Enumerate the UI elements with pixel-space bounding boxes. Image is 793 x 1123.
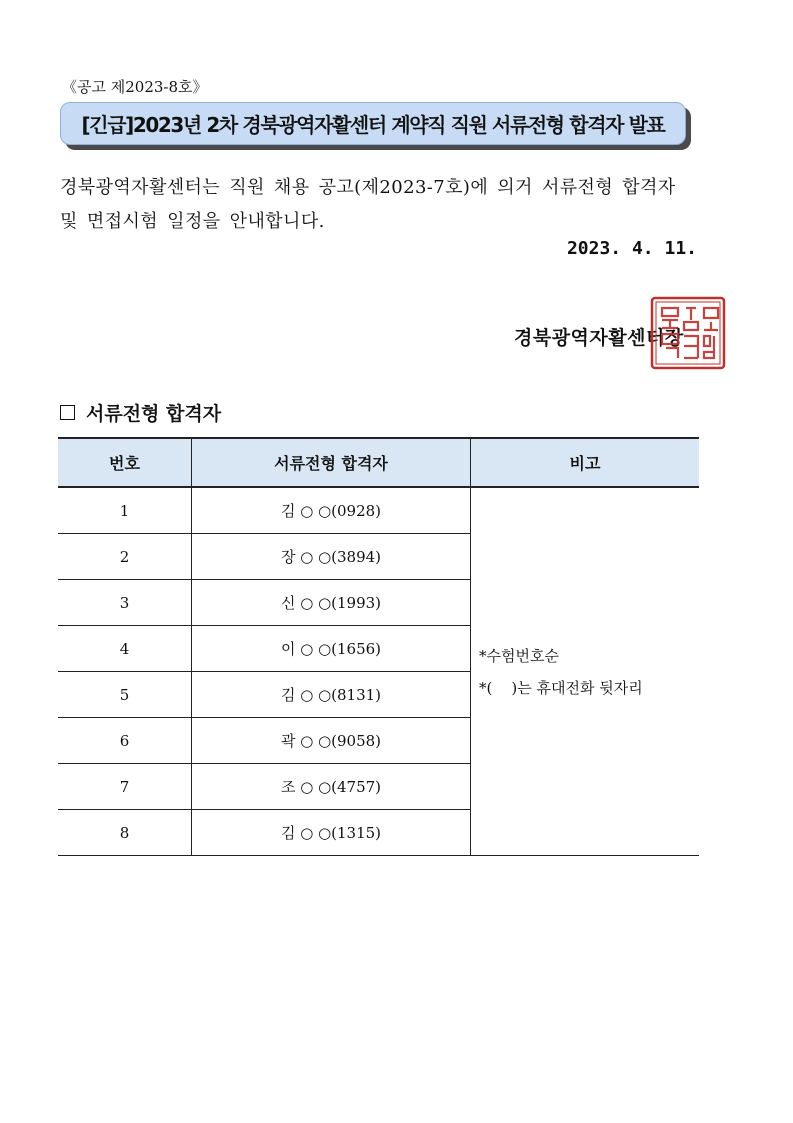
row-number: 1 — [58, 487, 192, 534]
row-name: 조 ○ ○(4757) — [192, 764, 471, 810]
remark-cell — [471, 487, 700, 856]
announcement-body — [60, 171, 700, 239]
remark-line-2: *( )는 휴대전화 뒷자리 — [479, 678, 643, 697]
row-number: 2 — [58, 534, 192, 580]
row-number: 3 — [58, 580, 192, 626]
header-remark: 비고 — [471, 438, 700, 487]
row-name: 김 ○ ○(8131) — [192, 672, 471, 718]
section-heading — [60, 399, 221, 426]
checkbox-square-icon — [60, 405, 75, 420]
row-number: 8 — [58, 810, 192, 856]
result-table — [58, 437, 699, 856]
row-number: 6 — [58, 718, 192, 764]
table-row — [58, 487, 699, 534]
announcement-date: 2023. 4. 11. — [566, 238, 697, 259]
row-name: 김 ○ ○(0928) — [192, 487, 471, 534]
row-name: 곽 ○ ○(9058) — [192, 718, 471, 764]
remark-line-1: *수험번호순 — [479, 646, 559, 665]
header-number: 번호 — [58, 438, 192, 487]
title-banner-box — [60, 102, 686, 145]
title-banner — [60, 102, 692, 150]
organization-signature: 경북광역자활센터장 — [514, 327, 684, 349]
row-name: 이 ○ ○(1656) — [192, 626, 471, 672]
announcement-line-1: 경북광역자활센터는 직원 채용 공고(제2023-7호)에 의거 서류전형 합격자 — [60, 177, 676, 198]
row-name: 장 ○ ○(3894) — [192, 534, 471, 580]
announcement-line-2: 및 면접시험 일정을 안내합니다. — [60, 211, 325, 232]
row-number: 7 — [58, 764, 192, 810]
row-name: 김 ○ ○(1315) — [192, 810, 471, 856]
page-title: [긴급]2023년 2차 경북광역자활센터 계약직 직원 서류전형 합격자 발표 — [81, 113, 665, 137]
row-name: 신 ○ ○(1993) — [192, 580, 471, 626]
row-number: 5 — [58, 672, 192, 718]
official-seal-icon — [650, 296, 726, 370]
row-number: 4 — [58, 626, 192, 672]
header-name: 서류전형 합격자 — [192, 438, 471, 487]
section-title: 서류전형 합격자 — [86, 403, 222, 425]
notice-number: 《공고 제2023-8호》 — [62, 78, 208, 96]
table-header-row — [58, 438, 699, 487]
